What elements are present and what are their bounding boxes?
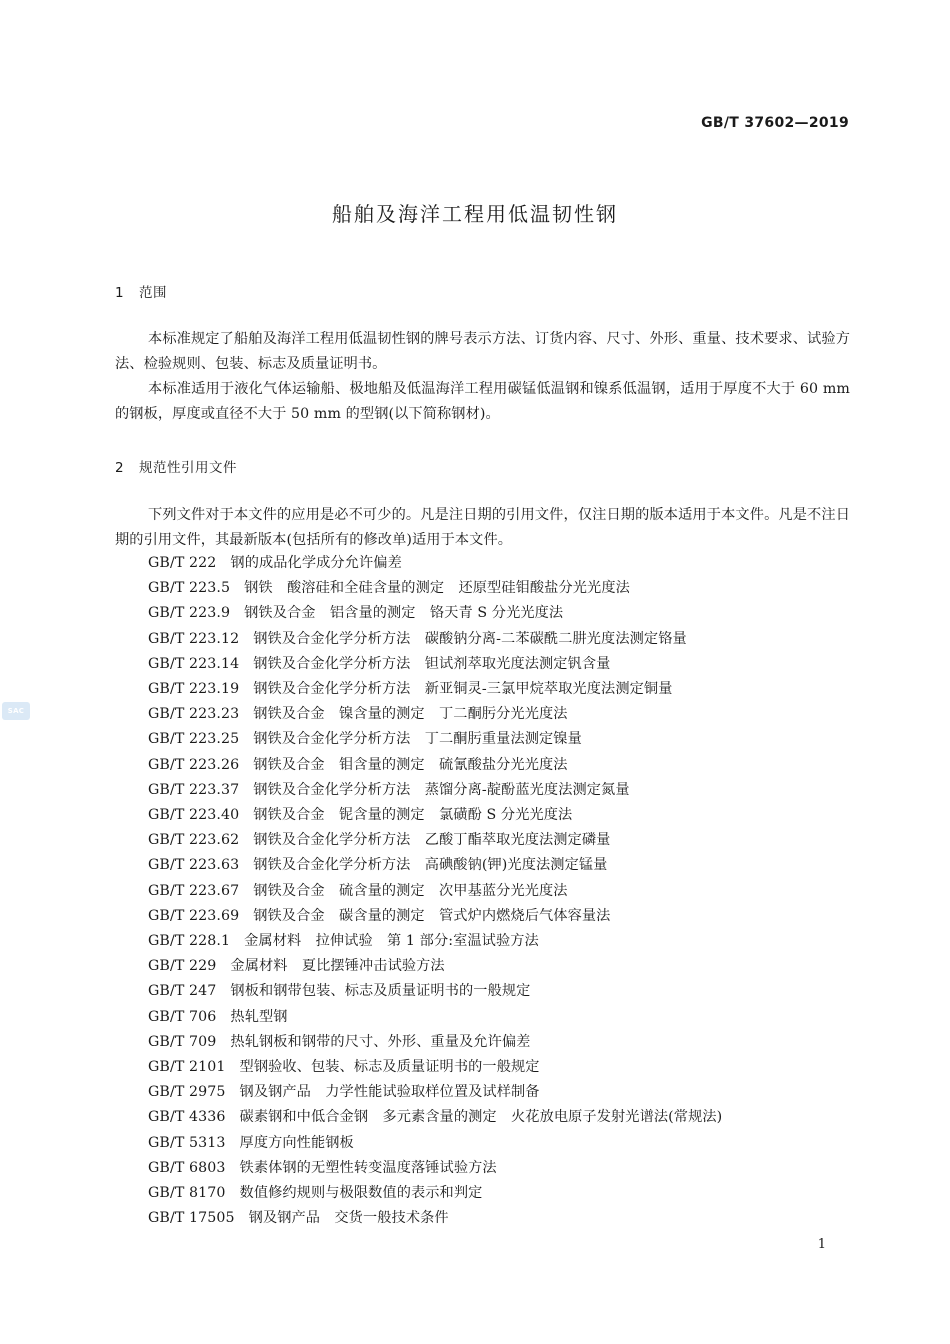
reference-code: GB/T 223.25 [148, 731, 240, 748]
reference-item [148, 1105, 722, 1130]
section-number: 2 [115, 460, 125, 476]
reference-code: GB/T 706 [148, 1008, 217, 1025]
reference-title: 热轧钢板和钢带的尺寸、外形、重量及允许偏差 [230, 1033, 531, 1050]
reference-item [148, 879, 722, 904]
reference-item [148, 1131, 722, 1156]
reference-code: GB/T 17505 [148, 1210, 235, 1227]
reference-title: 钢铁及合金 碳含量的测定 管式炉内燃烧后气体容量法 [253, 907, 611, 924]
reference-code: GB/T 223.12 [148, 630, 240, 647]
reference-title: 钢铁及合金 硫含量的测定 次甲基蓝分光光度法 [253, 882, 568, 899]
reference-list [148, 551, 722, 1231]
section-number: 1 [115, 285, 125, 301]
reference-code: GB/T 2975 [148, 1084, 226, 1101]
reference-item [148, 1005, 722, 1030]
reference-code: GB/T 222 [148, 555, 217, 571]
reference-item [148, 627, 722, 652]
section-heading-scope [115, 281, 167, 301]
reference-title: 热轧型钢 [230, 1008, 288, 1025]
reference-item [148, 576, 722, 601]
reference-title: 钢及钢产品 交货一般技术条件 [248, 1210, 449, 1227]
reference-item [148, 904, 722, 929]
reference-item [148, 1055, 722, 1080]
sac-watermark-logo [2, 702, 30, 720]
reference-title: 钢铁及合金 镍含量的测定 丁二酮肟分光光度法 [253, 706, 568, 723]
scope-paragraph-1: 本标准规定了船舶及海洋工程用低温韧性钢的牌号表示方法、订货内容、尺寸、外形、重量、技术要求、试验方法、检验规则、包装、标志及质量证明书。 [115, 331, 850, 372]
reference-code: GB/T 223.69 [148, 907, 240, 924]
references-intro-paragraph: 下列文件对于本文件的应用是必不可少的。凡是注日期的引用文件，仅注日期的版本适用于本文件。凡是不注日期的引用文件，其最新版本(包括所有的修改单)适用于本文件。 [115, 507, 850, 548]
reference-title: 钢铁及合金化学分析方法 蒸馏分离-靛酚蓝光度法测定氮量 [253, 781, 630, 798]
page-number: 1 [817, 1237, 826, 1252]
reference-code: GB/T 229 [148, 958, 217, 975]
scope-paragraph-2: 本标准适用于液化气体运输船、极地船及低温海洋工程用碳锰低温钢和镍系低温钢，适用于厚度不大于 60 mm 的钢板，厚度或直径不大于 50 mm 的型钢(以下简称钢材)。 [115, 381, 850, 422]
reference-code: GB/T 223.14 [148, 655, 240, 672]
reference-title: 钢铁及合金化学分析方法 丁二酮肟重量法测定镍量 [253, 731, 582, 748]
reference-code: GB/T 223.9 [148, 605, 231, 622]
reference-code: GB/T 709 [148, 1033, 217, 1050]
reference-item [148, 1181, 722, 1206]
reference-code: GB/T 223.19 [148, 681, 240, 698]
reference-title: 钢铁及合金化学分析方法 高碘酸钠(钾)光度法测定锰量 [253, 857, 608, 874]
reference-item [148, 1206, 722, 1231]
reference-code: GB/T 223.23 [148, 706, 240, 723]
reference-item [148, 702, 722, 727]
reference-item [148, 1156, 722, 1181]
reference-code: GB/T 5313 [148, 1134, 226, 1151]
reference-title: 碳素钢和中低合金钢 多元素含量的测定 火花放电原子发射光谱法(常规法) [239, 1109, 723, 1126]
reference-code: GB/T 223.40 [148, 807, 240, 824]
section-title: 规范性引用文件 [139, 460, 237, 476]
document-code: GB/T 37602—2019 [701, 115, 849, 131]
reference-item [148, 929, 722, 954]
section-heading-normative-references [115, 456, 237, 476]
reference-code: GB/T 223.37 [148, 781, 240, 798]
reference-title: 钢铁及合金 铝含量的测定 铬天青 S 分光光度法 [244, 605, 564, 622]
reference-title: 钢铁及合金 钼含量的测定 硫氰酸盐分光光度法 [253, 756, 568, 773]
reference-code: GB/T 6803 [148, 1159, 226, 1176]
reference-code: GB/T 223.26 [148, 756, 240, 773]
reference-title: 钢铁及合金化学分析方法 碳酸钠分离-二苯碳酰二肼光度法测定铬量 [253, 630, 687, 647]
reference-code: GB/T 228.1 [148, 933, 231, 950]
reference-item [148, 1030, 722, 1055]
reference-item [148, 954, 722, 979]
reference-title: 金属材料 夏比摆锤冲击试验方法 [230, 958, 445, 975]
reference-title: 钢板和钢带包装、标志及质量证明书的一般规定 [230, 983, 531, 1000]
reference-title: 金属材料 拉伸试验 第 1 部分:室温试验方法 [244, 933, 539, 950]
reference-item [148, 828, 722, 853]
sac-logo-text: SAC [7, 707, 25, 715]
section-title: 范围 [139, 285, 167, 301]
reference-title: 钢铁及合金化学分析方法 乙酸丁酯萃取光度法测定磷量 [253, 832, 611, 849]
reference-title: 铁素体钢的无塑性转变温度落锤试验方法 [239, 1159, 497, 1176]
reference-title: 钢铁及合金化学分析方法 钽试剂萃取光度法测定钒含量 [253, 655, 611, 672]
reference-title: 型钢验收、包装、标志及质量证明书的一般规定 [239, 1059, 540, 1076]
reference-title: 厚度方向性能钢板 [239, 1134, 354, 1151]
reference-item [148, 853, 722, 878]
reference-code: GB/T 223.63 [148, 857, 240, 874]
reference-title: 钢铁及合金 铌含量的测定 氯磺酚 S 分光光度法 [253, 807, 573, 824]
reference-code: GB/T 8170 [148, 1185, 226, 1202]
reference-item [148, 551, 722, 576]
reference-code: GB/T 223.62 [148, 832, 240, 849]
reference-item [148, 778, 722, 803]
reference-item [148, 753, 722, 778]
reference-code: GB/T 4336 [148, 1109, 226, 1126]
reference-item [148, 979, 722, 1004]
reference-title: 钢铁及合金化学分析方法 新亚铜灵-三氯甲烷萃取光度法测定铜量 [253, 681, 673, 698]
reference-code: GB/T 2101 [148, 1059, 226, 1076]
reference-title: 钢的成品化学成分允许偏差 [230, 555, 402, 571]
reference-item [148, 677, 722, 702]
reference-item [148, 803, 722, 828]
reference-item [148, 727, 722, 752]
reference-code: GB/T 247 [148, 983, 217, 1000]
reference-title: 数值修约规则与极限数值的表示和判定 [239, 1185, 483, 1202]
document-title: 船舶及海洋工程用低温韧性钢 [332, 202, 618, 226]
reference-code: GB/T 223.5 [148, 580, 231, 597]
reference-item [148, 652, 722, 677]
reference-code: GB/T 223.67 [148, 882, 240, 899]
reference-title: 钢及钢产品 力学性能试验取样位置及试样制备 [239, 1084, 540, 1101]
reference-item [148, 601, 722, 626]
reference-item [148, 1080, 722, 1105]
reference-title: 钢铁 酸溶硅和全硅含量的测定 还原型硅钼酸盐分光光度法 [244, 580, 630, 597]
